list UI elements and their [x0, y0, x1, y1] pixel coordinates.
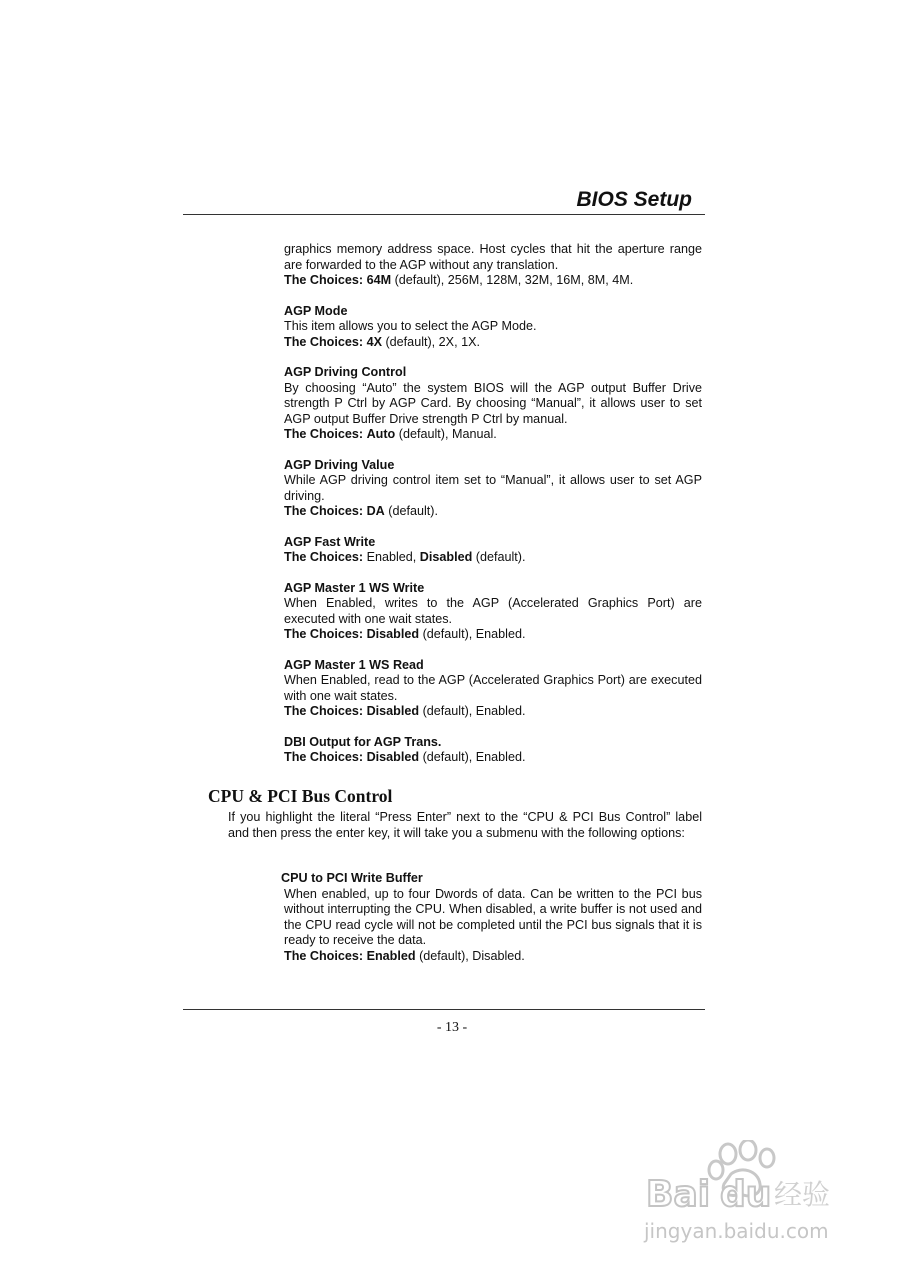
section-intro: If you highlight the literal “Press Enter” next to the “CPU & PCI Bus Control” label and then press the enter key, it will take you a submenu with the following options: [228, 810, 702, 840]
item-description: When Enabled, read to the AGP (Accelerated Graphics Port) are executed with one wait states. [284, 673, 702, 703]
item-agp-driving-value [284, 458, 702, 520]
item-title: AGP Master 1 WS Write [284, 580, 425, 595]
item-title: AGP Fast Write [284, 534, 376, 549]
item-choices: The Choices: Disabled (default), Enabled. [284, 750, 526, 764]
item-title: AGP Driving Control [284, 365, 407, 379]
section-title: CPU & PCI Bus Control [208, 786, 393, 806]
page-header-title: BIOS Setup [576, 188, 692, 211]
item-description: This item allows you to select the AGP Mode. [284, 319, 537, 333]
item-description: When enabled, up to four Dwords of data. Can be written to the PCI bus without interrupting the CPU. When disabled, a write buffer is not used and the CPU read cycle will not be completed until the PCI bus signals that it is ready to receive the data. [284, 886, 702, 947]
footer-rule [183, 1009, 705, 1010]
item-agp-master-ws-write [284, 581, 702, 643]
item-title: AGP Mode [284, 303, 348, 318]
item-choices: The Choices: Enabled, Disabled (default). [284, 550, 526, 564]
item-title: CPU to PCI Write Buffer [281, 871, 423, 885]
main-content [284, 242, 702, 781]
item-title: DBI Output for AGP Trans. [284, 734, 442, 749]
item-description: While AGP driving control item set to “Manual”, it allows user to set AGP driving. [284, 473, 702, 503]
sub-item-cpu-pci-write-buffer [281, 871, 702, 964]
item-dbi-output [284, 735, 702, 766]
item-choices: The Choices: Auto (default), Manual. [284, 427, 497, 441]
item-choices: The Choices: 4X (default), 2X, 1X. [284, 334, 480, 349]
item-choices: The Choices: Disabled (default), Enabled. [284, 704, 526, 718]
item-choices: The Choices: DA (default). [284, 504, 438, 518]
header-rule [183, 214, 705, 215]
item-choices: The Choices: Disabled (default), Enabled. [284, 627, 526, 641]
intro-choices: The Choices: 64M (default), 256M, 128M, 32M, 16M, 8M, 4M. [284, 273, 634, 287]
item-description: By choosing “Auto” the system BIOS will the AGP output Buffer Drive strength P Ctrl by AGP Card. By choosing “Manual”, it allows user to set AGP output Buffer Drive strength P Ctrl by manual. [284, 380, 702, 426]
svg-text:经验: 经验 [774, 1178, 831, 1211]
item-agp-driving-control [284, 365, 702, 443]
item-description: When Enabled, writes to the AGP (Accelerated Graphics Port) are executed with one wait states. [284, 596, 702, 626]
intro-text: graphics memory address space. Host cycles that hit the aperture range are forwarded to the AGP without any translation. [284, 242, 702, 272]
item-choices: The Choices: Enabled (default), Disabled. [284, 948, 525, 963]
baidu-watermark [636, 1140, 866, 1255]
item-agp-master-ws-read [284, 658, 702, 720]
choices-default: 64M [366, 273, 392, 287]
item-agp-mode [284, 304, 702, 351]
paw-logo-icon [636, 1140, 866, 1250]
svg-text:Bai: Bai [646, 1174, 711, 1215]
watermark-brand [646, 1174, 830, 1215]
svg-text:du: du [720, 1174, 772, 1215]
item-title: AGP Master 1 WS Read [284, 657, 424, 672]
page-number: - 13 - [436, 1020, 468, 1035]
item-title: AGP Driving Value [284, 457, 395, 472]
item-agp-fast-write [284, 535, 702, 566]
intro-block [284, 242, 702, 289]
watermark-url: jingyan.baidu.com [644, 1219, 829, 1243]
